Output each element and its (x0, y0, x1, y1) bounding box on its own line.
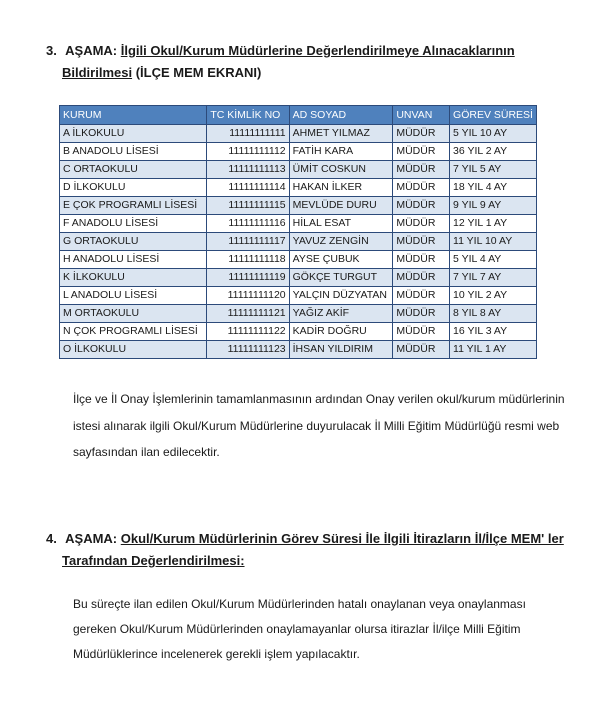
cell-tc: 11111111117 (207, 233, 289, 251)
cell-gorev-suresi: 11 YIL 10 AY (450, 233, 537, 251)
section-4-paragraph: Bu süreçte ilan edilen Okul/Kurum Müdürlerinden hatalı onaylanan veya onaylanması gereken Okul/Kurum Müdürlerinden onaylamayanlar olursa itirazlar İl/ilçe Milli Eğitim Müdürlüklerince incelenerek gerekli işlem yapılacaktır. (73, 597, 526, 661)
cell-kurum: D İLKOKULU (60, 179, 207, 197)
cell-kurum: L ANADOLU LİSESİ (60, 287, 207, 305)
cell-unvan: MÜDÜR (393, 287, 450, 305)
cell-tc: 11111111114 (207, 179, 289, 197)
cell-kurum: M ORTAOKULU (60, 305, 207, 323)
cell-unvan: MÜDÜR (393, 323, 450, 341)
cell-ad-soyad: ÜMİT COSKUN (289, 161, 393, 179)
cell-unvan: MÜDÜR (393, 161, 450, 179)
cell-gorev-suresi: 11 YIL 1 AY (450, 341, 537, 359)
cell-kurum: B ANADOLU LİSESİ (60, 143, 207, 161)
principals-table (59, 105, 537, 359)
cell-kurum: F ANADOLU LİSESİ (60, 215, 207, 233)
table-row (60, 323, 537, 341)
cell-kurum: G ORTAOKULU (60, 233, 207, 251)
cell-unvan: MÜDÜR (393, 269, 450, 287)
cell-ad-soyad: HİLAL ESAT (289, 215, 393, 233)
cell-gorev-suresi: 18 YIL 4 AY (450, 179, 537, 197)
cell-tc: 11111111121 (207, 305, 289, 323)
cell-gorev-suresi: 8 YIL 8 AY (450, 305, 537, 323)
cell-gorev-suresi: 36 YIL 2 AY (450, 143, 537, 161)
table-row (60, 287, 537, 305)
cell-kurum: O İLKOKULU (60, 341, 207, 359)
table-row (60, 179, 537, 197)
cell-tc: 11111111112 (207, 143, 289, 161)
table-header-row (60, 106, 537, 125)
cell-kurum: N ÇOK PROGRAMLI LİSESİ (60, 323, 207, 341)
cell-gorev-suresi: 9 YIL 9 AY (450, 197, 537, 215)
cell-gorev-suresi: 5 YIL 4 AY (450, 251, 537, 269)
cell-tc: 11111111122 (207, 323, 289, 341)
cell-kurum: A İLKOKULU (60, 125, 207, 143)
cell-gorev-suresi: 12 YIL 1 AY (450, 215, 537, 233)
section-4-heading (46, 528, 567, 572)
cell-ad-soyad: YAVUZ ZENGİN (289, 233, 393, 251)
section-3-paragraph: İlçe ve İl Onay İşlemlerinin tamamlanmasının ardından Onay verilen okul/kurum müdürlerinin istesi alınarak ilgili Okul/Kurum Müdürlerine duyurulacak İl Milli Eğitim Müdürlüğü resmi web sayfasından ilan edilecektir. (73, 392, 565, 459)
cell-gorev-suresi: 7 YIL 5 AY (450, 161, 537, 179)
header-tc: TC KİMLİK NO (207, 106, 289, 125)
cell-unvan: MÜDÜR (393, 233, 450, 251)
section-3-number: 3. (46, 43, 57, 58)
section-4-title: Okul/Kurum Müdürlerinin Görev Süresi İle İlgili İtirazların İl/İlçe MEM' ler Tarafından Değerlendirilmesi: (62, 531, 564, 568)
cell-unvan: MÜDÜR (393, 341, 450, 359)
cell-unvan: MÜDÜR (393, 305, 450, 323)
table-row (60, 251, 537, 269)
section-3-title: İlgili Okul/Kurum Müdürlerine Değerlendirilmeye Alınacaklarının Bildirilmesi (62, 43, 515, 80)
cell-ad-soyad: FATİH KARA (289, 143, 393, 161)
cell-unvan: MÜDÜR (393, 125, 450, 143)
header-ad-soyad: AD SOYAD (289, 106, 393, 125)
header-unvan: UNVAN (393, 106, 450, 125)
cell-ad-soyad: İHSAN YILDIRIM (289, 341, 393, 359)
section-4-prefix: AŞAMA: (65, 531, 118, 546)
section-3-suffix: (İLÇE MEM EKRANI) (135, 65, 262, 80)
cell-ad-soyad: AYSE ÇUBUK (289, 251, 393, 269)
cell-ad-soyad: MEVLÜDE DURU (289, 197, 393, 215)
cell-kurum: H ANADOLU LİSESİ (60, 251, 207, 269)
cell-tc: 11111111111 (207, 125, 289, 143)
cell-kurum: E ÇOK PROGRAMLI LİSESİ (60, 197, 207, 215)
cell-tc: 11111111116 (207, 215, 289, 233)
table-row (60, 269, 537, 287)
table-row (60, 305, 537, 323)
cell-gorev-suresi: 5 YIL 10 AY (450, 125, 537, 143)
table-row (60, 215, 537, 233)
cell-tc: 11111111115 (207, 197, 289, 215)
table-row (60, 143, 537, 161)
cell-tc: 11111111118 (207, 251, 289, 269)
header-gorev-suresi: GÖREV SÜRESİ (450, 106, 537, 125)
cell-kurum: C ORTAOKULU (60, 161, 207, 179)
header-kurum: KURUM (60, 106, 207, 125)
table-row (60, 125, 537, 143)
cell-ad-soyad: HAKAN İLKER (289, 179, 393, 197)
section-4-number: 4. (46, 531, 57, 546)
table-row (60, 233, 537, 251)
cell-unvan: MÜDÜR (393, 197, 450, 215)
cell-gorev-suresi: 16 YIL 3 AY (450, 323, 537, 341)
cell-tc: 11111111120 (207, 287, 289, 305)
cell-unvan: MÜDÜR (393, 143, 450, 161)
cell-ad-soyad: YALÇIN DÜZYATAN (289, 287, 393, 305)
cell-ad-soyad: GÖKÇE TURGUT (289, 269, 393, 287)
cell-tc: 11111111113 (207, 161, 289, 179)
table-row (60, 341, 537, 359)
table-row (60, 161, 537, 179)
section-3-prefix: AŞAMA: (65, 43, 118, 58)
cell-unvan: MÜDÜR (393, 179, 450, 197)
cell-gorev-suresi: 10 YIL 2 AY (450, 287, 537, 305)
cell-ad-soyad: KADİR DOĞRU (289, 323, 393, 341)
cell-ad-soyad: AHMET YILMAZ (289, 125, 393, 143)
cell-ad-soyad: YAĞIZ AKİF (289, 305, 393, 323)
cell-tc: 11111111123 (207, 341, 289, 359)
section-3-heading (46, 40, 567, 84)
cell-unvan: MÜDÜR (393, 215, 450, 233)
table-row (60, 197, 537, 215)
cell-tc: 11111111119 (207, 269, 289, 287)
cell-unvan: MÜDÜR (393, 251, 450, 269)
cell-gorev-suresi: 7 YIL 7 AY (450, 269, 537, 287)
cell-kurum: K İLKOKULU (60, 269, 207, 287)
